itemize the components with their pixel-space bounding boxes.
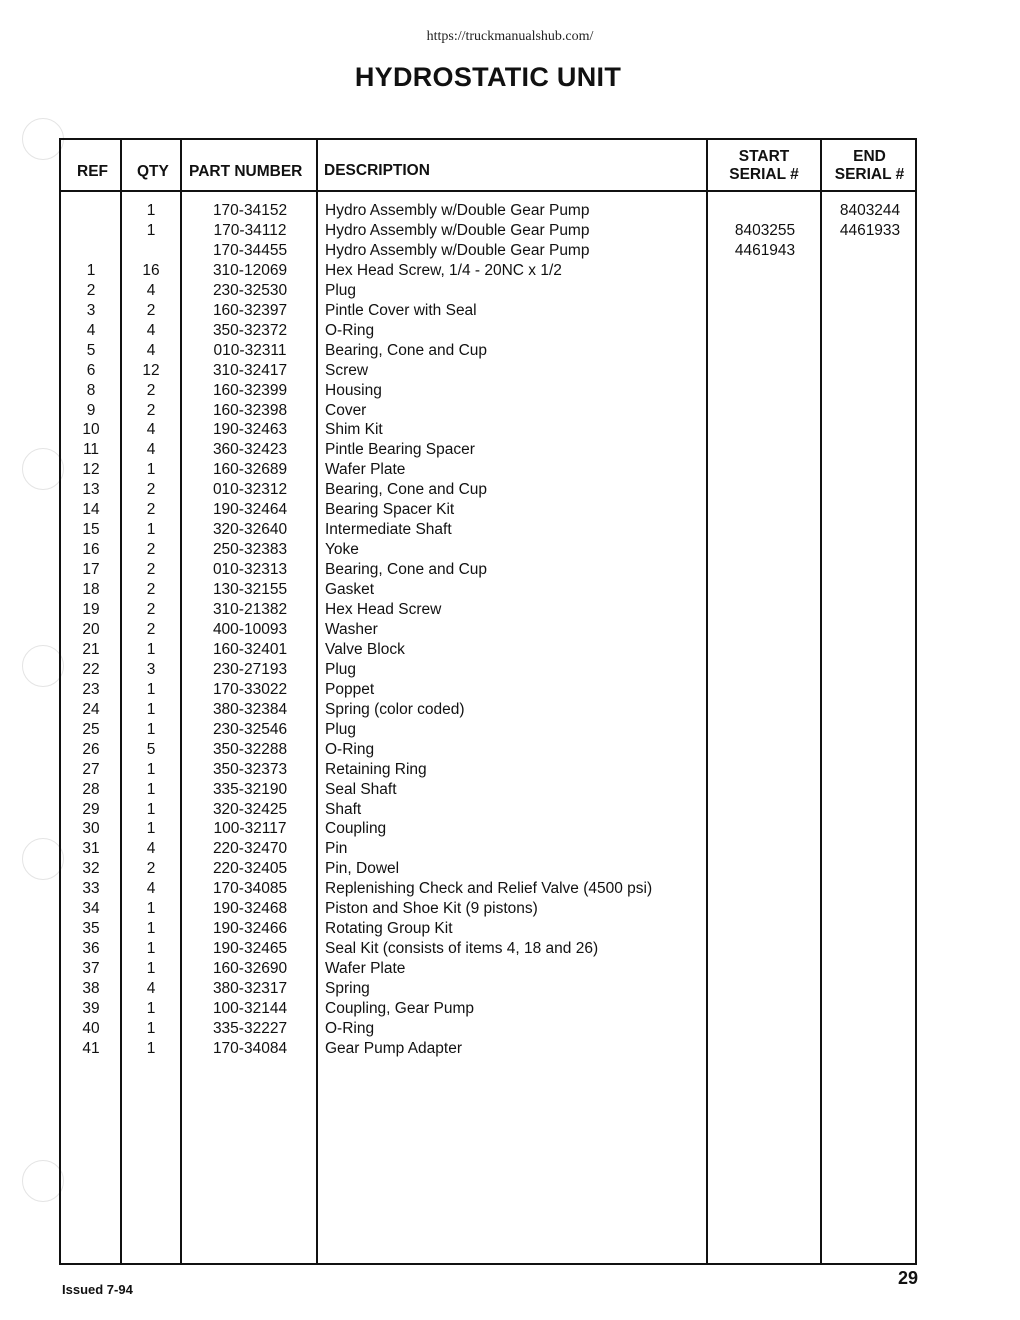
description-cell: Hydro Assembly w/Double Gear Pump (325, 221, 590, 239)
ref-cell: 39 (82, 1000, 100, 1017)
table-row (61, 460, 915, 480)
description-cell: O-Ring (325, 321, 375, 339)
description-cell: Pin (325, 840, 348, 858)
table-row (61, 720, 915, 740)
ref-cell: 10 (82, 421, 100, 439)
description-cell: Shim Kit (325, 421, 383, 439)
qty-cell: 1 (146, 940, 156, 958)
table-row (61, 201, 915, 221)
description-cell: Poppet (325, 680, 375, 698)
ref-cell: 19 (82, 601, 100, 618)
table-row (61, 640, 915, 660)
table-row (61, 660, 915, 680)
header-end-serial-line1: END (853, 148, 886, 165)
ref-cell: 27 (82, 760, 100, 778)
part-number-cell: 190-32465 (212, 940, 288, 958)
ref-cell: 31 (82, 840, 100, 858)
qty-cell: 4 (146, 341, 156, 359)
part-number-cell: 170-34085 (212, 880, 288, 898)
part-number-cell: 010-32311 (213, 341, 287, 359)
description-cell: Wafer Plate (325, 960, 406, 978)
part-number-cell: 160-32397 (212, 301, 288, 319)
table-row (61, 420, 915, 440)
table-row (61, 760, 915, 780)
description-cell: Bearing, Cone and Cup (325, 341, 488, 359)
part-number-cell: 350-32373 (212, 760, 288, 778)
part-number-cell: 170-34112 (213, 221, 287, 239)
table-row (61, 800, 915, 820)
ref-cell: 18 (82, 581, 100, 599)
part-number-cell: 310-12069 (212, 261, 288, 279)
table-row (61, 580, 915, 600)
part-number-cell: 230-32530 (212, 281, 288, 299)
qty-cell: 4 (146, 980, 156, 998)
qty-cell: 1 (146, 640, 156, 658)
ref-cell: 2 (86, 281, 96, 299)
part-number-cell: 190-32463 (212, 421, 288, 439)
ref-cell: 28 (82, 780, 100, 798)
issued-date: Issued 7-94 (62, 1282, 133, 1297)
table-row (61, 879, 915, 899)
qty-cell: 2 (146, 501, 156, 519)
ref-cell: 34 (82, 900, 100, 918)
ref-cell: 14 (82, 501, 100, 519)
part-number-cell: 335-32190 (212, 780, 288, 798)
part-number-cell: 160-32690 (212, 960, 288, 978)
punch-hole-top (22, 118, 64, 160)
page-title: HYDROSTATIC UNIT (354, 62, 622, 92)
ref-cell: 9 (86, 401, 96, 419)
description-cell: O-Ring (325, 1019, 375, 1037)
part-number-cell: 310-21382 (212, 601, 288, 618)
part-number-cell: 230-27193 (212, 660, 288, 678)
part-number-cell: 010-32312 (212, 481, 288, 499)
ref-cell: 32 (82, 860, 100, 878)
qty-cell: 1 (146, 780, 156, 798)
description-cell: Intermediate Shaft (325, 521, 452, 539)
part-number-cell: 350-32288 (212, 740, 288, 758)
description-cell: Coupling (325, 820, 387, 838)
qty-cell: 1 (146, 800, 156, 818)
qty-cell: 2 (146, 860, 156, 878)
table-row (61, 1019, 915, 1039)
punch-hole-upper (22, 448, 64, 490)
qty-cell: 4 (146, 441, 156, 459)
part-number-cell: 190-32464 (212, 501, 288, 519)
description-cell: Wafer Plate (325, 461, 406, 479)
ref-cell: 13 (82, 481, 100, 499)
ref-cell: 33 (82, 880, 100, 898)
table-row (61, 600, 915, 620)
qty-cell: 1 (146, 521, 156, 539)
qty-cell: 3 (146, 660, 156, 678)
header-ref: REF (77, 163, 108, 180)
header-end-serial-line2: SERIAL # (834, 166, 905, 183)
description-cell: Spring (325, 980, 370, 998)
start-serial-cell: 4461943 (734, 241, 796, 259)
part-number-cell: 250-32383 (212, 541, 288, 559)
header-start-serial-line1: START (738, 148, 790, 165)
part-number-cell: 190-32468 (212, 900, 288, 918)
qty-cell: 1 (146, 1039, 156, 1057)
description-cell: Gear Pump Adapter (325, 1039, 462, 1057)
description-cell: Valve Block (325, 640, 405, 658)
qty-cell: 12 (142, 361, 160, 379)
ref-cell: 16 (82, 541, 100, 559)
table-row (61, 381, 915, 401)
part-number-cell: 170-34152 (212, 202, 288, 219)
ref-cell: 35 (82, 920, 100, 938)
part-number-cell: 160-32398 (212, 401, 288, 419)
qty-cell: 1 (146, 680, 156, 698)
table-row (61, 680, 915, 700)
start-serial-cell: 8403255 (734, 221, 796, 239)
ref-cell: 17 (82, 561, 100, 579)
part-number-cell: 170-34084 (212, 1039, 288, 1057)
punch-hole-lower (22, 838, 64, 880)
ref-cell: 15 (82, 521, 100, 539)
qty-cell: 1 (146, 900, 156, 918)
qty-cell: 2 (146, 620, 156, 638)
qty-cell: 4 (146, 281, 156, 299)
part-number-cell: 160-32689 (212, 461, 288, 479)
punch-hole-bottom (22, 1160, 64, 1202)
qty-cell: 1 (146, 1000, 156, 1017)
description-cell: Shaft (325, 800, 362, 818)
qty-cell: 2 (146, 601, 156, 618)
ref-cell: 20 (82, 620, 100, 638)
part-number-cell: 360-32423 (212, 441, 288, 459)
ref-cell: 11 (82, 441, 100, 459)
qty-cell: 1 (146, 920, 156, 938)
description-cell: Gasket (325, 581, 375, 599)
header-divider (61, 190, 915, 192)
qty-cell: 1 (146, 461, 156, 479)
part-number-cell: 170-33022 (212, 680, 288, 698)
table-row (61, 819, 915, 839)
part-number-cell: 130-32155 (212, 581, 288, 599)
ref-cell: 1 (86, 261, 96, 279)
qty-cell: 2 (146, 401, 156, 419)
description-cell: Rotating Group Kit (325, 920, 453, 938)
part-number-cell: 400-10093 (212, 620, 288, 638)
table-row (61, 979, 915, 999)
qty-cell: 2 (146, 561, 156, 579)
ref-cell: 21 (82, 640, 100, 658)
qty-cell: 2 (146, 301, 156, 319)
description-cell: Plug (325, 281, 357, 299)
ref-cell: 38 (82, 980, 100, 998)
description-cell: Cover (325, 401, 367, 419)
header-end-serial (822, 148, 917, 184)
source-url[interactable]: https://truckmanualshub.com/ (426, 29, 594, 44)
qty-cell: 1 (146, 960, 156, 978)
qty-cell: 4 (146, 421, 156, 439)
ref-cell: 24 (82, 700, 100, 718)
qty-cell: 2 (146, 541, 156, 559)
page-number: 29 (897, 1268, 918, 1288)
description-cell: Hydro Assembly w/Double Gear Pump (325, 241, 590, 259)
qty-cell: 1 (146, 820, 156, 838)
qty-cell: 1 (146, 221, 156, 239)
part-number-cell: 380-32317 (212, 980, 288, 998)
qty-cell: 4 (146, 840, 156, 858)
table-row (61, 520, 915, 540)
part-number-cell: 350-32372 (212, 321, 288, 339)
qty-cell: 4 (146, 880, 156, 898)
header-start-serial (708, 148, 820, 184)
table-row (61, 839, 915, 859)
table-row (61, 341, 915, 361)
description-cell: Seal Kit (consists of items 4, 18 and 26) (325, 940, 599, 958)
description-cell: Retaining Ring (325, 760, 427, 778)
description-cell: Pin, Dowel (325, 860, 400, 878)
ref-cell: 6 (86, 361, 96, 379)
part-number-cell: 170-34455 (212, 241, 288, 259)
ref-cell: 40 (82, 1019, 100, 1037)
ref-cell: 5 (86, 341, 96, 359)
description-cell: Seal Shaft (325, 780, 397, 798)
table-row (61, 401, 915, 421)
ref-cell: 37 (82, 960, 100, 978)
table-row (61, 780, 915, 800)
table-row (61, 241, 915, 261)
part-number-cell: 160-32399 (212, 381, 288, 399)
table-row (61, 620, 915, 640)
header-description: DESCRIPTION (324, 162, 430, 179)
ref-cell: 12 (82, 461, 100, 479)
qty-cell: 2 (146, 581, 156, 599)
header-part-number: PART NUMBER (189, 163, 303, 180)
ref-cell: 23 (82, 680, 100, 698)
qty-cell: 1 (146, 760, 156, 778)
description-cell: Pintle Cover with Seal (325, 301, 477, 319)
table-row (61, 321, 915, 341)
table-row (61, 939, 915, 959)
qty-cell: 1 (146, 720, 156, 738)
description-cell: Plug (325, 660, 357, 678)
part-number-cell: 100-32144 (212, 1000, 288, 1017)
part-number-cell: 335-32227 (212, 1019, 288, 1037)
qty-cell: 5 (146, 740, 156, 758)
description-cell: Hydro Assembly w/Double Gear Pump (325, 202, 590, 219)
table-row (61, 919, 915, 939)
qty-cell: 2 (146, 381, 156, 399)
description-cell: Spring (color coded) (325, 700, 465, 718)
part-number-cell: 320-32425 (212, 800, 288, 818)
description-cell: Coupling, Gear Pump (325, 1000, 475, 1017)
table-row (61, 500, 915, 520)
part-number-cell: 230-32546 (212, 720, 288, 738)
part-number-cell: 160-32401 (212, 640, 288, 658)
parts-table (59, 138, 917, 1265)
part-number-cell: 220-32470 (212, 840, 288, 858)
table-row (61, 281, 915, 301)
description-cell: Replenishing Check and Relief Valve (4500 psi) (325, 880, 653, 898)
part-number-cell: 010-32313 (212, 561, 288, 579)
qty-cell: 16 (142, 261, 160, 279)
ref-cell: 36 (82, 940, 100, 958)
ref-cell: 4 (86, 321, 96, 339)
description-cell: Bearing, Cone and Cup (325, 481, 488, 499)
table-row (61, 261, 915, 281)
description-cell: Yoke (325, 541, 359, 559)
qty-cell: 1 (146, 1019, 156, 1037)
table-row (61, 899, 915, 919)
description-cell: O-Ring (325, 740, 375, 758)
table-row (61, 361, 915, 381)
table-row (61, 440, 915, 460)
table-row (61, 700, 915, 720)
description-cell: Bearing Spacer Kit (325, 501, 455, 519)
qty-cell: 4 (146, 321, 156, 339)
ref-cell: 26 (82, 740, 100, 758)
description-cell: Hex Head Screw, 1/4 - 20NC x 1/2 (325, 261, 562, 279)
ref-cell: 3 (86, 301, 96, 319)
end-serial-cell: 4461933 (839, 221, 901, 239)
table-row (61, 859, 915, 879)
description-cell: Bearing, Cone and Cup (325, 561, 488, 579)
ref-cell: 29 (82, 800, 100, 818)
table-row (61, 540, 915, 560)
table-row (61, 959, 915, 979)
ref-cell: 30 (82, 820, 100, 838)
description-cell: Plug (325, 720, 357, 738)
table-row (61, 1039, 915, 1059)
table-row (61, 740, 915, 760)
part-number-cell: 220-32405 (212, 860, 288, 878)
part-number-cell: 310-32417 (212, 361, 288, 379)
header-start-serial-line2: SERIAL # (729, 166, 799, 183)
table-row (61, 480, 915, 500)
description-cell: Housing (325, 381, 382, 399)
description-cell: Hex Head Screw (325, 601, 442, 618)
qty-cell: 1 (146, 202, 156, 219)
description-cell: Screw (325, 361, 369, 379)
qty-cell: 2 (146, 481, 156, 499)
ref-cell: 22 (82, 660, 100, 678)
table-row (61, 999, 915, 1019)
table-row (61, 560, 915, 580)
part-number-cell: 380-32384 (212, 700, 288, 718)
part-number-cell: 190-32466 (212, 920, 288, 938)
part-number-cell: 320-32640 (212, 521, 288, 539)
ref-cell: 8 (86, 381, 96, 399)
table-row (61, 221, 915, 241)
description-cell: Pintle Bearing Spacer (325, 441, 475, 459)
part-number-cell: 100-32117 (213, 820, 287, 838)
table-row (61, 301, 915, 321)
ref-cell: 41 (82, 1039, 100, 1057)
description-cell: Washer (325, 620, 378, 638)
description-cell: Piston and Shoe Kit (9 pistons) (325, 900, 538, 918)
punch-hole-middle (22, 645, 64, 687)
qty-cell: 1 (146, 700, 156, 718)
end-serial-cell: 8403244 (839, 202, 901, 219)
header-qty: QTY (137, 163, 169, 180)
ref-cell: 25 (82, 720, 100, 738)
